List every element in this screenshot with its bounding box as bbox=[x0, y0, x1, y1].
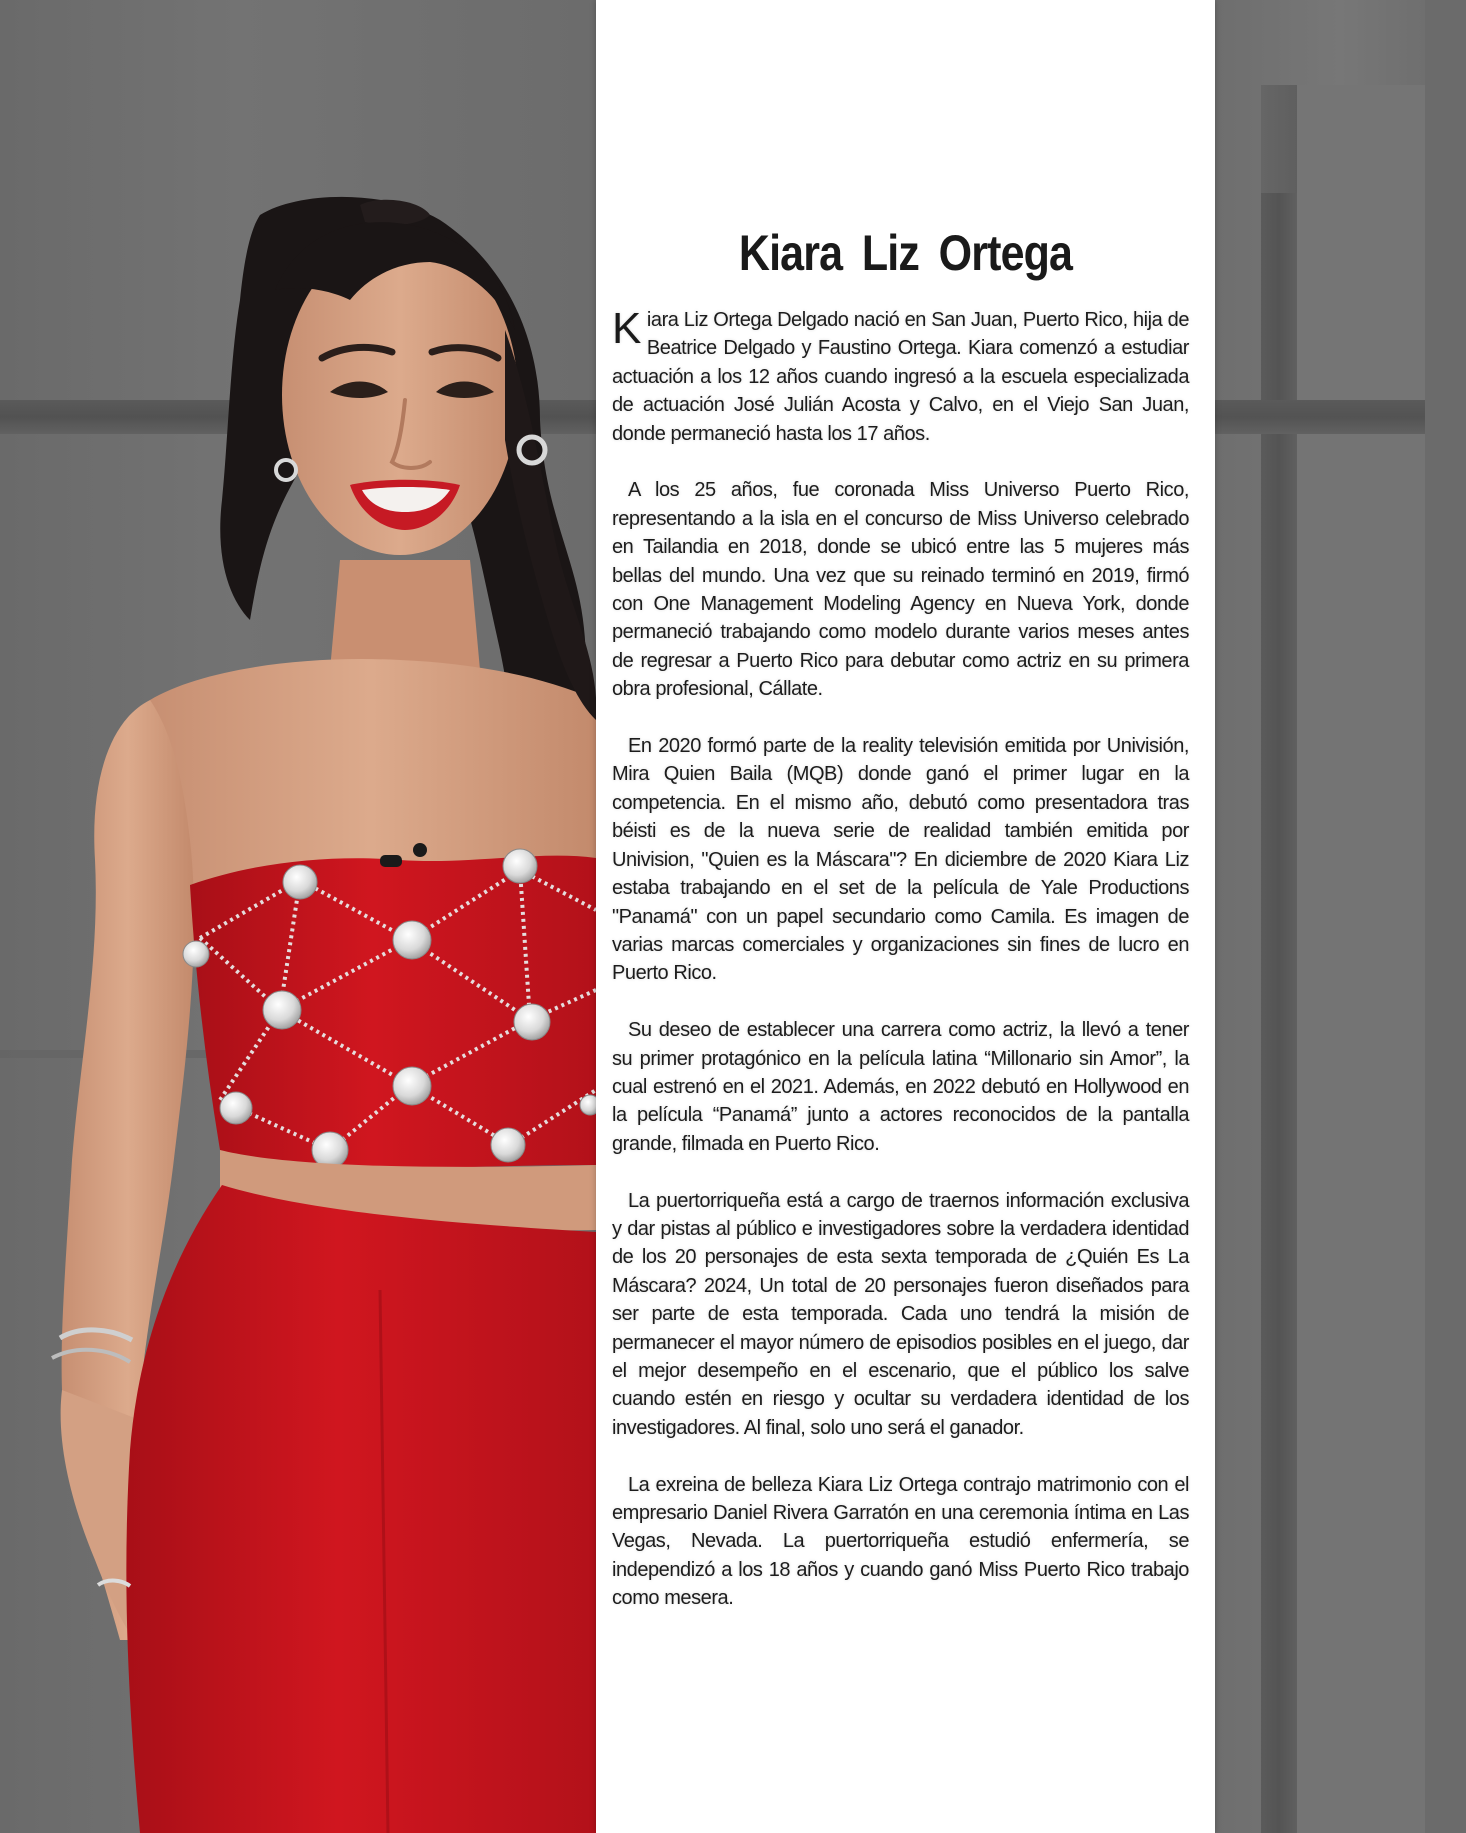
article-title: Kiara Liz Ortega bbox=[738, 225, 1073, 281]
article-paragraph: La puertorriqueña está a cargo de traernos información exclusiva y dar pistas al público e investigadores sobre la verdadera identidad de los 20 personajes de esta sexta temporada de ¿Quién Es La Máscara? 2024, Un total de 20 personajes fueron diseñados para ser parte de esta temporada. Cada uno tendrá la misión de permanecer el mayor número de episodios posibles en el juego, dar el mejor desempeño en el escenario, que el público los salve cuando estén en riesgo y ocultar su verdadera identidad de los investigadores. Al final, solo uno será el ganador. bbox=[612, 1189, 1189, 1439]
drop-cap: K bbox=[612, 304, 641, 353]
article-paragraph bbox=[612, 306, 1189, 448]
wall-panel bbox=[1297, 85, 1425, 400]
wall-vertical-groove-cap bbox=[1261, 85, 1297, 193]
wall-edge bbox=[1425, 0, 1466, 1833]
portrait-illustration bbox=[0, 0, 596, 1833]
article-column bbox=[596, 0, 1215, 1833]
portrait-photo bbox=[0, 0, 596, 1833]
article-paragraph: En 2020 formó parte de la reality televisión emitida por Univisión, Mira Quien Baila (MQB) donde ganó el primer lugar en la competencia. En el mismo año, debutó como presentadora tras béisti es de la nueva serie de realidad también emitida por Univision, "Quien es la Máscara"? En diciembre de 2020 Kiara Liz estaba trabajando en el set de la película de Yale Productions "Panamá" con un papel secundario como Camila. Es imagen de varias marcas comerciales y organizaciones sin fines de lucro en Puerto Rico. bbox=[612, 735, 1189, 985]
article-paragraph: La exreina de belleza Kiara Liz Ortega contrajo matrimonio con el empresario Daniel Rivera Garratón en una ceremonia íntima en Las Vegas, Nevada. La puertorriqueña estudió enfermería, se independizó a los 18 años y cuando ganó Miss Puerto Rico trabajo como mesera. bbox=[612, 1473, 1189, 1610]
wall-vertical-groove bbox=[1261, 85, 1297, 1833]
wall-horizontal-groove bbox=[1215, 400, 1425, 434]
article-paragraph: A los 25 años, fue coronada Miss Universo Puerto Rico, representando a la isla en el concurso de Miss Universo celebrado en Tailandia en 2018, donde se ubicó entre las 5 mujeres más bellas del mundo. Una vez que su reinado terminó en 2019, firmó con One Management Modeling Agency en Nueva York, donde permaneció trabajando como modelo durante varios meses antes de regresar a Puerto Rico para debutar como actriz en su primera obra profesional, Cállate. bbox=[612, 479, 1189, 701]
article-body bbox=[612, 306, 1189, 1641]
wall-background-right bbox=[1215, 0, 1466, 1833]
wall-panel bbox=[1297, 434, 1425, 1833]
article-paragraph-text: iara Liz Ortega Delgado nació en San Juan, Puerto Rico, hija de Beatrice Delgado y Faustino Ortega. Kiara comenzó a estudiar actuación a los 12 años cuando ingresó a la escuela especializada de actuación José Julián Acosta y Calvo, en el Viejo San Juan, donde permaneció hasta los 17 años. bbox=[612, 309, 1189, 445]
article-paragraph: Su deseo de establecer una carrera como actriz, la llevó a tener su primer protagónico en la película latina “Millonario sin Amor”, la cual estrenó en el 2021. Además, en 2022 debutó en Hollywood en la película “Panamá” junto a actores reconocidos de la pantalla grande, filmada en Puerto Rico. bbox=[612, 1019, 1189, 1155]
